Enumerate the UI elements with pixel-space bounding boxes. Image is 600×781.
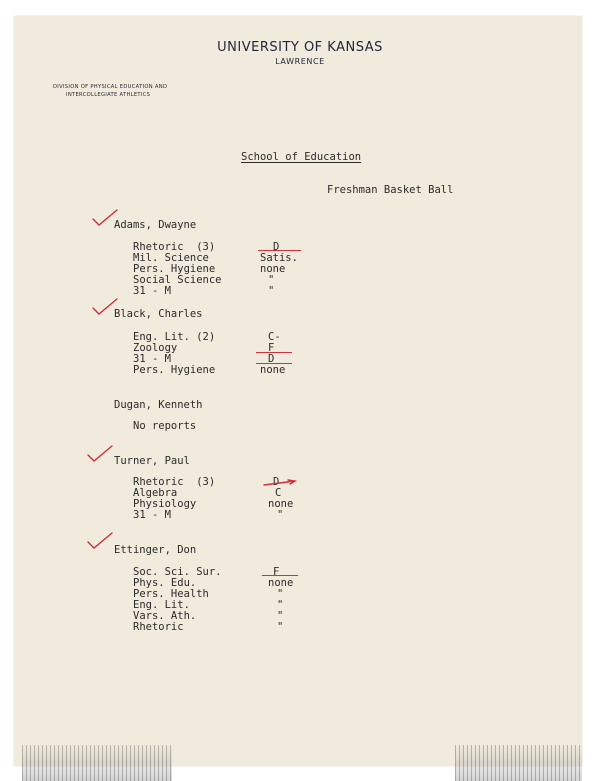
division-line: DIVISION OF PHYSICAL EDUCATION AND xyxy=(53,84,168,90)
course-grade: none xyxy=(268,577,294,589)
division-label xyxy=(53,83,167,99)
red-underline xyxy=(256,363,292,364)
division-line: INTERCOLLEGIATE ATHLETICS xyxy=(66,92,151,98)
school-heading: School of Education xyxy=(241,151,362,163)
letterhead-subtitle: LAWRENCE xyxy=(275,57,325,66)
document-page xyxy=(14,16,582,766)
course-grade: C- xyxy=(268,331,281,343)
course-grade: " xyxy=(277,509,284,521)
student-name: Turner, Paul xyxy=(114,455,190,467)
course-name: Pers. Hygiene xyxy=(133,364,216,376)
course-grade: " xyxy=(277,588,284,600)
course-name: Rhetoric (3) xyxy=(133,476,216,488)
course-grade: F xyxy=(268,342,275,354)
report-note: No reports xyxy=(133,420,197,432)
course-name: Social Science xyxy=(133,274,222,286)
course-grade: F xyxy=(273,566,280,578)
course-name: Eng. Lit. (2) xyxy=(133,331,216,343)
course-grade: " xyxy=(268,274,275,286)
student-name: Dugan, Kenneth xyxy=(114,399,203,411)
course-grade: C xyxy=(275,487,282,499)
page-stain xyxy=(455,745,582,781)
course-name: Eng. Lit. xyxy=(133,599,190,611)
course-grade: none xyxy=(260,263,286,275)
course-grade: none xyxy=(260,364,286,376)
letterhead-title: UNIVERSITY OF KANSAS xyxy=(217,40,383,55)
course-grade: " xyxy=(277,621,284,633)
red-strike-mark xyxy=(262,476,298,489)
student-name: Adams, Dwayne xyxy=(114,219,197,231)
course-grade: D xyxy=(273,241,280,253)
course-name: Pers. Hygiene xyxy=(133,263,216,275)
course-grade: D xyxy=(268,353,275,365)
course-name: Rhetoric (3) xyxy=(133,241,216,253)
red-underline xyxy=(256,352,292,353)
course-name: Physiology xyxy=(133,498,197,510)
course-name: Soc. Sci. Sur. xyxy=(133,566,222,578)
course-grade: " xyxy=(277,599,284,611)
course-name: Phys. Edu. xyxy=(133,577,197,589)
red-check-mark-icon xyxy=(85,531,115,551)
course-grade: " xyxy=(268,285,275,297)
red-underline xyxy=(262,575,298,576)
course-name: Algebra xyxy=(133,487,178,499)
course-name: Pers. Health xyxy=(133,588,209,600)
course-name: Zoology xyxy=(133,342,178,354)
course-name: 31 - M xyxy=(133,509,171,521)
red-underline xyxy=(258,250,301,251)
student-name: Black, Charles xyxy=(114,308,203,320)
student-name: Ettinger, Don xyxy=(114,544,197,556)
course-grade: Satis. xyxy=(260,252,298,264)
course-grade: " xyxy=(277,610,284,622)
course-grade: D xyxy=(273,476,280,488)
course-name: 31 - M xyxy=(133,353,171,365)
team-heading: Freshman Basket Ball xyxy=(327,184,454,196)
course-name: Mil. Science xyxy=(133,252,209,264)
course-name: Vars. Ath. xyxy=(133,610,197,622)
course-grade: none xyxy=(268,498,294,510)
page-stain xyxy=(22,745,172,781)
red-check-mark-icon xyxy=(85,444,115,464)
course-name: 31 - M xyxy=(133,285,171,297)
course-name: Rhetoric xyxy=(133,621,184,633)
